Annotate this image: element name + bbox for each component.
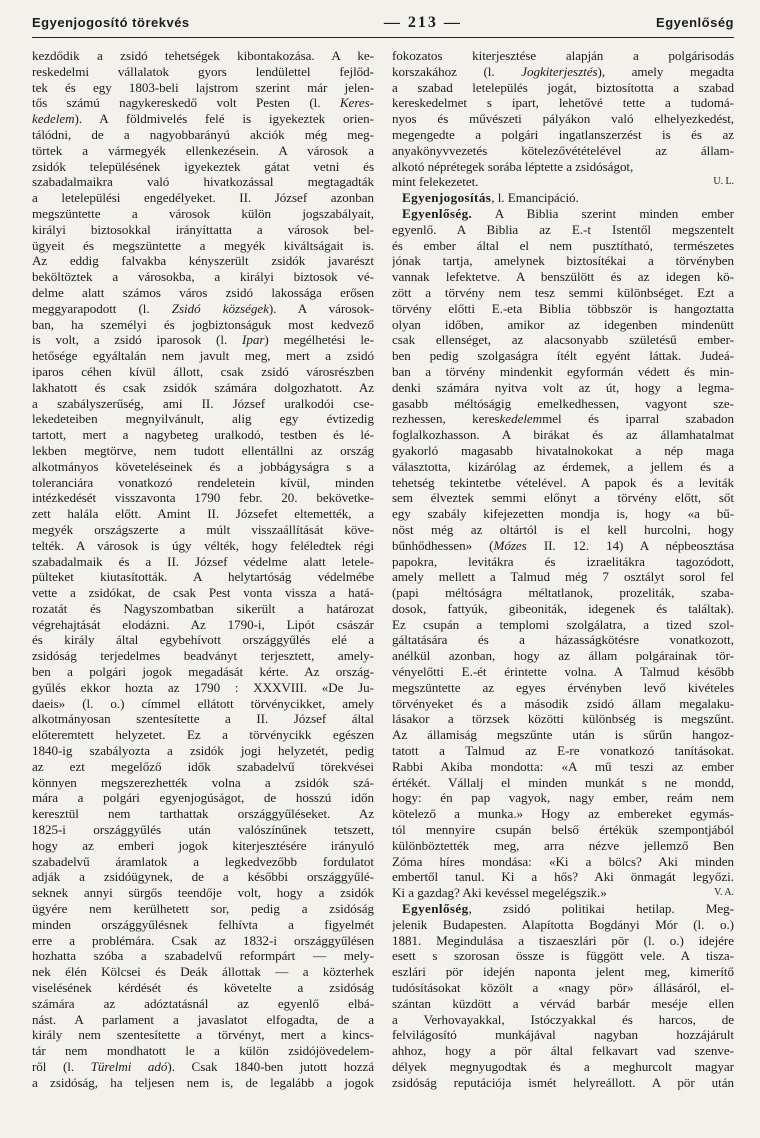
text-line: fokozatos kiterjesztése alapján a polgárisodás (392, 48, 734, 63)
text-line: vette a zsidókat, de csak Pest vonta vissza a hatá- (32, 585, 374, 601)
text-line: választotta, kizárólag az érdemek, a jellem és a (392, 458, 734, 474)
text-line: dosok, fattyúk, gibeoniták, idegenek és találtak). (392, 600, 734, 616)
text-line: ahhoz, hogy a pör által felkavart vad szenve- (392, 1043, 734, 1059)
text-line: reskedelmi vállalatok gyors lendülettel fejlőd- (32, 63, 374, 79)
text-line: gasabb méltóságig emelkedhessen, vagyont sze- (392, 395, 734, 411)
text-line: rezhessen, kereskedelemmel és iparral szabadon (392, 411, 734, 427)
text-line: iparos céhen kívül állott, csak zsidó városrészben (32, 363, 374, 379)
page-number: — 213 — (383, 14, 462, 31)
text-line: tár nem mondhatott le a külön zsidójövedelem- (32, 1043, 374, 1059)
text-line: eszlári pör idején naponta jelent meg, kimerítő (392, 964, 734, 980)
text-line: királyi biztosokkal irányíttatta a városok bel- (32, 221, 374, 237)
cross-reference: Zsidó községek (171, 300, 269, 316)
text-line: ről (l. Türelmi adó). Csak 1840-ben jutott hozzá (32, 1059, 374, 1074)
text-line: zsidóság terjedelmes beadványt terjesztett, amely- (32, 648, 374, 664)
text-line: anélkül azonban, hogy az állam polgárainak tör- (392, 648, 734, 664)
text-line: viselésének kérdését és követelte a zsidóság (32, 980, 374, 996)
line-text: mint felekezetet. (392, 174, 479, 190)
text-line: korszakához (l. Jogkiterjesztés), amely megadta (392, 63, 734, 79)
text-line: törtek a vármegyék ellenkezésein. A városok a (32, 142, 374, 158)
text-line: nást. A parlament a javaslatot elfogadta, de a (32, 1011, 374, 1027)
author-signature: V. A. (714, 887, 734, 899)
author-signature: U. L. (713, 176, 734, 188)
text-line: ügyére nem kerülhetett sor, pedig a zsidóság (32, 901, 374, 917)
text-line: Rabbi Akiba mondotta: «A mű teszi az ember (392, 758, 734, 774)
text-columns (32, 48, 734, 1128)
text-line: alkotmányos követeléseinek és a jobbágyságra s a (32, 458, 374, 474)
text-line: bűnhődhessen» (Mózes II. 12. 14) A népbeosztása (392, 537, 734, 553)
text-line: a szabályszerűség, ami II. József uralkodói cse- (32, 395, 374, 411)
running-header (32, 14, 734, 38)
text-line: 1840-ig szabályozta a zsidók jogi helyzetét, pedig (32, 743, 374, 759)
text-line: gyűlés ekkor hozta az 1790 : XXXVIII. «De Ju- (32, 679, 374, 695)
text-line: amely mellett a Talmud még 7 osztályt sorol fel (392, 569, 734, 585)
cross-reference: Türelmi adó (90, 1059, 168, 1074)
text-line: és király által egybehívott országgyűlés elé a (32, 632, 374, 648)
text-line: delme alatt számos város zsidó lakossága erősen (32, 284, 374, 300)
text-line: Egyenlőség, zsidó politikai hetilap. Meg- (402, 901, 734, 917)
text-line: gáltatására és a házasságkötésre vonatkozott, (392, 632, 734, 648)
text-line: és ember által el nem pusztítható, természetes (392, 237, 734, 253)
text-line: egy szabály kifejezetten mondja is, hogy «a bű- (392, 506, 734, 522)
text-line: kezdődik a zsidó tehetségek kibontakozása. A ke- (32, 48, 374, 63)
text-line: adják a zsidóügynek, de a későbbi országgyűlé- (32, 869, 374, 885)
text-line: intézkedését visszavonta 1790 febr. 20. bekövetke- (32, 490, 374, 506)
text-line: beköltöztek a városokba, a királyi biztosok vé- (32, 269, 374, 285)
text-line: értékét. Vállalj el minden munkát s ne mondd, (392, 774, 734, 790)
text-line: jónak tartja, amelynek biztosítékai a törvényben (392, 253, 734, 269)
text-line: erre a problémára. Csak az 1832-i országgyűlésen (32, 932, 374, 948)
text-line (392, 885, 734, 901)
text-line: előteremtett helyzetet. Ez a törvénycikk egészen (32, 727, 374, 743)
text-line: mára a polgári egyenjogúságot, de hosszú időn (32, 790, 374, 806)
text-line: számára az adóztatásnál az egyenlő elbá- (32, 995, 374, 1011)
text-line: daeis» (l. o.) címmel ellátott törvénycikket, amely (32, 695, 374, 711)
text-line: hogy: én pap vagyok, nagy ember, reám nem (392, 790, 734, 806)
right-column (392, 48, 734, 1128)
cross-reference: kedelem (499, 411, 543, 427)
text-line: zett halála előtt. Amint II. Józsefet eltemették, a (32, 506, 374, 522)
text-line: denki számára nyitva volt az út, hogy a legma- (392, 379, 734, 395)
text-line: délyek megnyugodtak és a meghurcolt magyar (392, 1059, 734, 1074)
text-line: a letelepülési engedélyeket. II. József azonban (32, 190, 374, 206)
text-line: vényelőtti E.-ét érintette volna. A Talmud később (392, 664, 734, 680)
text-line: 1881. Megindulása a tiszaeszlári pör (l. o.) idejére (392, 932, 734, 948)
text-line: Az államiság megszűnte után is sűrűn hangoz- (392, 727, 734, 743)
text-line: megszüntette a városok külön jogszabályait, (32, 205, 374, 221)
entry-headword: Egyenjogosítás (402, 190, 492, 206)
text-line: foglalkozhasson. A birákat és az államhatalmat (392, 427, 734, 443)
text-line: szabadelvű áramlatok a legkedvezőbb fordulatot (32, 853, 374, 869)
text-line: nöst még az oltártól is el kell hurcolni, hogy (392, 521, 734, 537)
text-line: anyakönyvvezetés kötelezővétételével az állam- (392, 142, 734, 158)
text-line: ben a polgári jogok megadását kérte. Az ország- (32, 664, 374, 680)
text-line: zött a törvény nem tesz semmi különbséget. Ezt a (392, 284, 734, 300)
text-line: papokra, levitákra és izraelitákra tagozódott, (392, 553, 734, 569)
text-line: tehetség tekintetbe vételével. A papok és a leviták (392, 474, 734, 490)
text-line: telték. A városok is úgy vélték, hogy feléledtek régi (32, 537, 374, 553)
header-right-title: Egyenlőség (656, 15, 734, 30)
text-line: szántan küzdött a vérvád barbár meséje ellen (392, 995, 734, 1011)
text-line: 1825-i országgyűlés után valószínűnek tetszett, (32, 822, 374, 838)
text-line: tős számú nagykereskedő volt Pesten (l. Keres- (32, 95, 374, 111)
text-line: megengedte a polgári ingatlanszerzést is és az (392, 126, 734, 142)
text-line: megszüntette az egyes érvényben levő kivételes (392, 679, 734, 695)
text-line: felvilágosító munkájával nagyban hozzájárult (392, 1027, 734, 1043)
text-line: Az eddig falvakba kényszerült zsidók javarészt (32, 253, 374, 269)
text-line: ügyeit és megszüntette a megyék kiváltságait is. (32, 237, 374, 253)
text-line: lásakor a törzsek közötti különbség is megszűnt. (392, 711, 734, 727)
text-line: Zóma híres mondása: «Ki a bölcs? Aki minden (392, 853, 734, 869)
text-line: pülteket kiutasították. A helytartóság védelmébe (32, 569, 374, 585)
text-line: a Verhovayakkal, Istóczyakkal és harcos, de (392, 1011, 734, 1027)
text-line: ben pedig szolgaságra ítélt egyént láttak. Judeá- (392, 348, 734, 364)
text-line: keresztül nem tarthattak országgyűléseket. Az (32, 806, 374, 822)
text-line: tól mennyire csupán belső értékük szempontjából (392, 822, 734, 838)
text-line: meggyarapodott (l. Zsidó községek). A városok- (32, 300, 374, 316)
text-line: rozatát és Nagyszombatban sikerült a határozat (32, 600, 374, 616)
cross-reference: Ipar (242, 332, 265, 348)
text-line: kereskedelmet s ipart, lehetővé tette a tudomá- (392, 95, 734, 111)
text-line: egyenlő. A Biblia az E.-t Istentől megszentelt (392, 221, 734, 237)
text-line: minden országgyűlésnek felhívta a figyelmét (32, 916, 374, 932)
text-line: törvény előtti E.-eta Biblia többször is hangoztatta (392, 300, 734, 316)
text-line: ban, ha személyi és jogbiztonságuk most kedvező (32, 316, 374, 332)
text-line: hogy az emberi jogok kiterjesztésére irányuló (32, 837, 374, 853)
text-line: király nem szentesítette a törvényt, mert a kincs- (32, 1027, 374, 1043)
text-line: kötelező a munka.» Hogy az embereket egymás- (392, 806, 734, 822)
text-line: tatott a Talmud az E-re vonatkozó tanításokat. (392, 743, 734, 759)
cross-reference: Jogkiterjesztés (521, 63, 598, 79)
text-line: toleranciára vonatkozó rendeletein kívül, minden (32, 474, 374, 490)
text-line: a zsidóság, ha teljesen nem is, de legalább a jogok (32, 1074, 374, 1090)
text-line: embertől tanul. Ki a hős? Aki önmagát legyőzi. (392, 869, 734, 885)
text-line: Egyenlőség. A Biblia szerint minden ember (402, 205, 734, 221)
text-line: Egyenjogosítás, l. Emancipáció. (402, 190, 579, 206)
text-line: lekedeteiben megnyilvánult, alig egy évtizedig (32, 411, 374, 427)
text-line: szabadalmaik és a II. József védelme alatt letele- (32, 553, 374, 569)
left-column (32, 48, 374, 1128)
text-line: a szabad letelepülés jogát, biztosította a szabad (392, 79, 734, 95)
text-line: esett s szorosan össze is függött vele. A tisza- (392, 948, 734, 964)
text-line: zsidók településének igyekeztek gátat vetni és (32, 158, 374, 174)
text-line: hozhatta szóba a szabadelvű reformpárt — mely- (32, 948, 374, 964)
text-line: nek élén Kölcsei és Deák állottak — a közterhek (32, 964, 374, 980)
cross-reference: Keres- (339, 95, 374, 111)
text-line: olyan időben, amikor az idegenben mindenütt (392, 316, 734, 332)
text-line: tartott, mert a nagybeteg uralkodó, testben és lé- (32, 427, 374, 443)
text-line: gyakorló magasabb hivatalnokokat a nép maga (392, 442, 734, 458)
text-line: tudósításokat közölt a «nagy pör» állásáról, el- (392, 980, 734, 996)
text-line: Ez csupán a templomi szolgálatra, a tized szol- (392, 616, 734, 632)
text-line: tek és egy 1803-beli lajstrom szerint már jelen- (32, 79, 374, 95)
text-line: könnyen megszerezhették volna a zsidók szá- (32, 774, 374, 790)
line-text: Ki a gazdag? Aki kevéssel megelégszik.» (392, 885, 607, 901)
text-line: csak ellenséget, az alacsonyabb születésű ember- (392, 332, 734, 348)
text-line: alkotmányosan szentesítette a II. József által (32, 711, 374, 727)
text-line: megyék országszerte a múlt visszaállítását köve- (32, 521, 374, 537)
entry-headword: Egyenlőség. (402, 205, 473, 221)
text-line: végrehajtását elodázni. Az 1790-i, Lipót császár (32, 616, 374, 632)
text-line: tálódni, de a nagyobbarányú akciók még meg- (32, 126, 374, 142)
text-line: kedelem). A földmivelés felé is igyekeztek orien- (32, 111, 374, 127)
text-line: alkotó néprétegek sorába léptette a zsidóságot, (392, 158, 634, 174)
entry-headword: Egyenlőség (402, 901, 469, 917)
text-line: törvényeket és a második zsidó állam megalaku- (392, 695, 734, 711)
text-line: jelenik Budapesten. Alapította Bogdányi Mór (l. o.) (392, 916, 734, 932)
text-line: vannak lefektetve. A benszülött és az idegen kö- (392, 269, 734, 285)
text-line: hetősége egyáltalán nem javult meg, mert a zsidó (32, 348, 374, 364)
text-line (392, 174, 734, 190)
header-left-title: Egyenjogosító törekvés (32, 15, 190, 30)
text-line: ban a törvény mindenkit egyformán védett és min- (392, 363, 734, 379)
text-line: lekben megtörve, nem tudott ellentállni az ország (32, 442, 374, 458)
text-line: különböztették meg, arra nézve jellemző Ben (392, 837, 734, 853)
text-line: seknek annyi sürgős teendője volt, hogy a zsidók (32, 885, 374, 901)
text-line: az ezt megelőző idők szabadelvű törekvései (32, 758, 374, 774)
text-line: zsidóság reputációja ismét helyreállott. A pör után (392, 1074, 734, 1090)
text-line: (papi méltóságra méltatlanok, prozeliták, szaba- (392, 585, 734, 601)
text-line: nyos és művészeti pályákon való elhelyezkedést, (392, 111, 734, 127)
cross-reference: Mózes (493, 537, 527, 553)
text-line: sem élveztek semmi előnyt a törvény előtt, sőt (392, 490, 734, 506)
cross-reference: kedelem (32, 111, 75, 127)
text-line: szabadalmaikra való hivatkozással megtagadták (32, 174, 374, 190)
text-line: is volt, a zsidó iparosok (l. Ipar) megélhetési le- (32, 332, 374, 348)
text-line: lakhatott és csak zsidók számára dolgozhatott. Az (32, 379, 374, 395)
